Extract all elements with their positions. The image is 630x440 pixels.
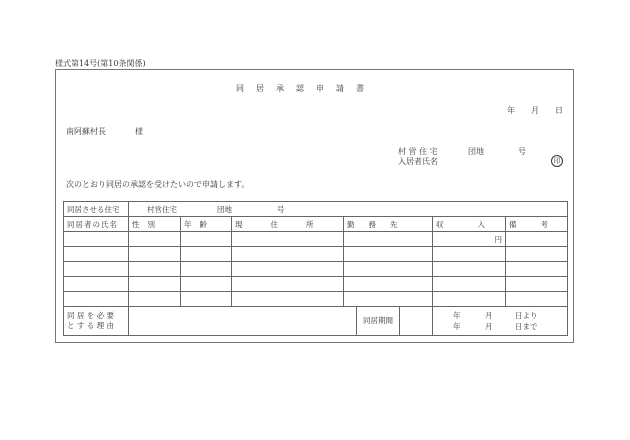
cell[interactable] bbox=[344, 247, 433, 262]
cell[interactable] bbox=[181, 247, 232, 262]
cell[interactable] bbox=[506, 247, 568, 262]
table-row bbox=[64, 262, 568, 277]
reason-row bbox=[64, 307, 568, 336]
cell[interactable] bbox=[64, 262, 129, 277]
cell[interactable] bbox=[181, 232, 232, 247]
reason-label-line1: 同 居 を 必 要 bbox=[67, 311, 115, 320]
cell[interactable] bbox=[181, 277, 232, 292]
cell[interactable] bbox=[64, 277, 129, 292]
header-sex: 性別 bbox=[129, 217, 181, 232]
cell[interactable] bbox=[181, 292, 232, 307]
header-row bbox=[64, 217, 568, 232]
form-title: 同 居 承 認 申 請 書 bbox=[236, 84, 366, 93]
applicant-housing: 村 営 住 宅 bbox=[398, 147, 438, 156]
housing-type: 村営住宅 bbox=[147, 204, 177, 214]
applicant-danchi: 団地 bbox=[468, 147, 484, 156]
cell[interactable] bbox=[232, 247, 344, 262]
to-month: 月 bbox=[485, 322, 493, 331]
housing-go: 号 bbox=[277, 204, 285, 214]
header-age: 年齢 bbox=[181, 217, 232, 232]
cell[interactable] bbox=[506, 277, 568, 292]
to-year: 年 bbox=[453, 322, 461, 331]
cell[interactable] bbox=[506, 292, 568, 307]
income-yen[interactable]: 円 bbox=[433, 232, 506, 247]
cell[interactable] bbox=[344, 292, 433, 307]
date-year: 年 bbox=[507, 106, 515, 115]
form-number: 様式第14号(第10条関係) bbox=[55, 59, 146, 68]
table-row bbox=[64, 277, 568, 292]
housing-label: 同居させる住宅 bbox=[64, 202, 129, 217]
cell[interactable] bbox=[232, 232, 344, 247]
applicant-name-label: 入居者氏名 bbox=[398, 157, 438, 166]
header-workplace: 勤務先 bbox=[344, 217, 433, 232]
date-day: 日 bbox=[555, 106, 563, 115]
cell[interactable] bbox=[232, 292, 344, 307]
table-row bbox=[64, 232, 568, 247]
cell[interactable] bbox=[344, 262, 433, 277]
header-address: 現住所 bbox=[232, 217, 344, 232]
addressee-honorific: 様 bbox=[135, 127, 143, 136]
reason-value[interactable] bbox=[129, 307, 433, 336]
header-remarks: 備考 bbox=[506, 217, 568, 232]
statement: 次のとおり同居の承認を受けたいので申請します。 bbox=[66, 180, 250, 189]
cell[interactable] bbox=[344, 277, 433, 292]
cell[interactable] bbox=[64, 232, 129, 247]
cell[interactable] bbox=[64, 247, 129, 262]
seal-icon: 印 bbox=[551, 155, 563, 167]
cell[interactable] bbox=[506, 262, 568, 277]
to-suffix: 日まで bbox=[515, 322, 538, 331]
period-value[interactable] bbox=[433, 307, 568, 336]
period-label: 同居期間 bbox=[356, 306, 400, 336]
reason-label-line2: と す る 理 由 bbox=[67, 321, 115, 330]
addressee-name: 南阿蘇村長 bbox=[66, 127, 106, 136]
cell[interactable] bbox=[506, 232, 568, 247]
table-row bbox=[64, 292, 568, 307]
housing-value[interactable] bbox=[129, 202, 568, 217]
cell[interactable] bbox=[129, 292, 181, 307]
cell[interactable] bbox=[181, 262, 232, 277]
from-year: 年 bbox=[453, 311, 461, 320]
cohabitant-table bbox=[63, 201, 572, 336]
cell[interactable] bbox=[433, 262, 506, 277]
housing-row bbox=[64, 202, 568, 217]
header-name: 同居者の氏名 bbox=[64, 217, 129, 232]
from-suffix: 日より bbox=[515, 311, 538, 320]
cell[interactable] bbox=[344, 232, 433, 247]
housing-danchi: 団地 bbox=[217, 204, 232, 214]
cell[interactable] bbox=[64, 292, 129, 307]
cell[interactable] bbox=[232, 277, 344, 292]
cell[interactable] bbox=[129, 247, 181, 262]
cell[interactable] bbox=[129, 232, 181, 247]
cell[interactable] bbox=[433, 292, 506, 307]
cell[interactable] bbox=[433, 247, 506, 262]
cell[interactable] bbox=[433, 277, 506, 292]
cell[interactable] bbox=[129, 277, 181, 292]
reason-label bbox=[64, 307, 129, 336]
cell[interactable] bbox=[232, 262, 344, 277]
table-row bbox=[64, 247, 568, 262]
from-month: 月 bbox=[485, 311, 493, 320]
date-month: 月 bbox=[531, 106, 539, 115]
header-income: 収入 bbox=[433, 217, 506, 232]
cell[interactable] bbox=[129, 262, 181, 277]
applicant-go: 号 bbox=[518, 147, 526, 156]
